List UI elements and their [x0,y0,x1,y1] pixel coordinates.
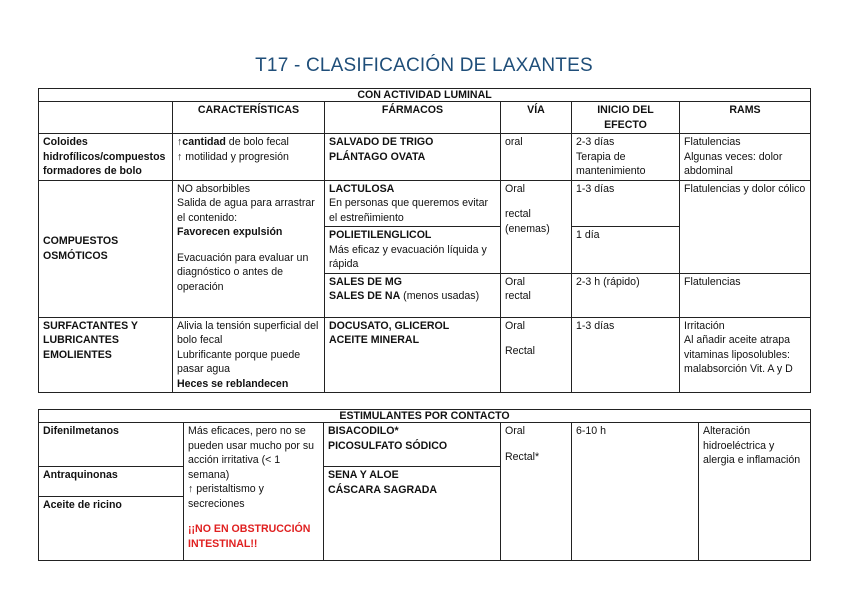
rams-sales: Flatulencias [680,273,811,317]
rams-estimulantes: Alteración hidroeléctrica y alergia e inflamación [699,423,811,561]
header-farmacos: FÁRMACOS [325,102,501,134]
table-row [39,423,811,467]
inicio-surfactantes: 1-3 días [572,317,680,393]
inicio-coloides: 2-3 días Terapia de mantenimiento [572,134,680,181]
farmacos-coloides: SALVADO DE TRIGO PLÁNTAGO OVATA [325,134,501,181]
header-via: VÍA [501,102,572,134]
table-row [39,180,811,227]
rams-surfactantes: Irritación Al añadir aceite atrapa vitaminas liposolubles: malabsorción Vit. A y D [680,317,811,393]
via-surfactantes: Oral Rectal [501,317,572,393]
rams-osmoticos: Flatulencias y dolor cólico [680,180,811,273]
group-osmoticos: COMPUESTOS OSMÓTICOS [39,180,173,317]
group-surfactantes: SURFACTANTES Y LUBRICANTES EMOLIENTES [39,317,173,393]
header-caracteristicas: CARACTERÍSTICAS [173,102,325,134]
luminal-table [38,88,811,393]
via-coloides: oral [501,134,572,181]
farmaco-polietilenglicol: POLIETILENGLICOL Más eficaz y evacuación líquida y rápida [325,227,501,274]
group-antraquinonas: Antraquinonas [39,467,184,497]
inicio-estimulantes: 6-10 h [572,423,699,561]
header-rams: RAMS [680,102,811,134]
via-sales: Oral rectal [501,273,572,317]
farmacos-antraquinonas: SENA Y ALOE CÁSCARA SAGRADA [324,467,501,561]
via-osmoticos: Oral rectal (enemas) [501,180,572,273]
caract-coloides: ↑cantidad de bolo fecal ↑ motilidad y progresión [173,134,325,181]
farmacos-surfactantes: DOCUSATO, GLICEROL ACEITE MINERAL [325,317,501,393]
caract-osmoticos: NO absorbibles Salida de agua para arrastrar el contenido: Favorecen expulsión Evacuación para evaluar un diagnóstico o antes de operación [173,180,325,317]
estimulantes-table [38,409,811,561]
section-title-luminal: CON ACTIVIDAD LUMINAL [39,89,811,102]
inicio-polietilenglicol: 1 día [572,227,680,274]
section-title-estimulantes: ESTIMULANTES POR CONTACTO [39,410,811,423]
farmaco-sales: SALES DE MG SALES DE NA (menos usadas) [325,273,501,317]
page-title: T17 - CLASIFICACIÓN DE LAXANTES [255,55,593,76]
header-row [39,102,811,134]
farmaco-lactulosa: LACTULOSA En personas que queremos evitar el estreñimiento [325,180,501,227]
rams-coloides: Flatulencias Algunas veces: dolor abdominal [680,134,811,181]
via-estimulantes: Oral Rectal* [501,423,572,561]
group-difenilmetanos: Difenilmetanos [39,423,184,467]
group-coloides: Coloides hidrofílicos/compuestos formadores de bolo [39,134,173,181]
warning-text: ¡¡NO EN OBSTRUCCIÓN INTESTINAL!! [188,523,311,550]
header-inicio: INICIO DEL EFECTO [572,102,680,134]
caract-surfactantes: Alivia la tensión superficial del bolo fecal Lubrificante porque puede pasar agua Heces se reblandecen [173,317,325,393]
inicio-sales: 2-3 h (rápido) [572,273,680,317]
caract-estimulantes: Más eficaces, pero no se pueden usar mucho por su acción irritativa (< 1 semana) ↑ peristaltismo y secreciones ¡¡NO EN OBSTRUCCIÓN INTESTINAL!! [184,423,324,561]
table-row [39,317,811,393]
header-empty [39,102,173,134]
inicio-lactulosa: 1-3 días [572,180,680,227]
table-row [39,134,811,181]
group-aceite-ricino: Aceite de ricino [39,497,184,561]
farmacos-difenilmetanos: BISACODILO* PICOSULFATO SÓDICO [324,423,501,467]
